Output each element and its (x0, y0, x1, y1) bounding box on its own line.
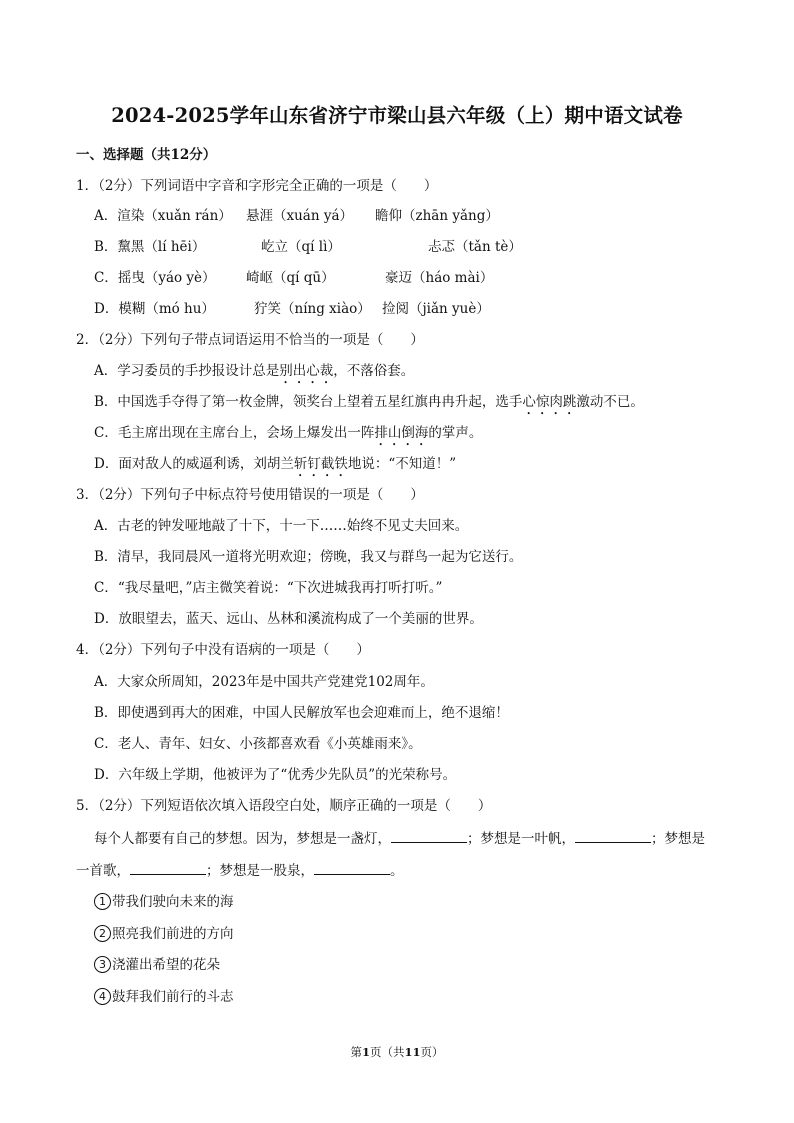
page-footer (0, 1044, 794, 1060)
footer-text: 第 (350, 1045, 362, 1059)
circled-number: 4 (94, 988, 111, 1005)
question-3-option-d: D．放眼望去，蓝天、远山、丛林和溪流构成了一个美丽的世界。 (94, 611, 483, 627)
question-2-option-d (94, 454, 456, 480)
passage-text: 一首歌， (76, 863, 130, 879)
question-1-stem: 1．（2分）下列词语中字音和字形完全正确的一项是（ ） (76, 178, 438, 194)
answer-blank-4[interactable] (314, 860, 390, 875)
option-d-word-3: 捡阅（jiǎn yuè） (382, 301, 490, 317)
question-4-option-a: A．大家众所周知，2023年是中国共产党建党102周年。 (94, 674, 434, 690)
option-c-word-3: 豪迈（háo mài） (385, 270, 494, 286)
phrase-text: 鼓拜我们前行的斗志 (112, 989, 234, 1005)
option-c-word-2: 崎岖（qí qū） (246, 270, 335, 286)
question-5-stem: 5．（2分）下列短语依次填入语段空白处，顺序正确的一项是（ ） (76, 798, 492, 814)
option-c-text-end: 的掌声。 (428, 425, 483, 441)
option-b-word-3: 忐忑（tǎn tè） (428, 239, 522, 255)
answer-blank-2[interactable] (575, 828, 651, 843)
option-c-word-1: C．摇曳（yáo yè） (94, 270, 216, 286)
phrase-option-4 (94, 987, 234, 1007)
phrase-option-1 (94, 892, 234, 912)
question-2-stem: 2．（2分）下列句子带点词语运用不恰当的一项是（ ） (76, 332, 424, 348)
question-2-option-b (94, 392, 644, 418)
option-a-text-end: ，不落俗套。 (333, 363, 415, 379)
footer-text: 页） (420, 1045, 444, 1059)
answer-blank-1[interactable] (391, 828, 467, 843)
passage-text: ；梦想是 (651, 831, 705, 847)
dotted-word: 斩钉截铁 (293, 456, 348, 472)
option-b-text-end: 激动不已。 (576, 394, 644, 410)
passage-text: 。 (390, 863, 404, 879)
option-b-text: B．中国选手夺得了第一枚金牌，领奖台上望着五星红旗冉冉升起，选手 (94, 394, 523, 410)
answer-blank-3[interactable] (130, 860, 206, 875)
option-a-text: A．学习委员的手抄报设计总是 (94, 363, 280, 379)
page-number: 1 (361, 1045, 370, 1059)
section-heading: 一、选择题（共12分） (76, 147, 217, 163)
page-title: 2024-2025学年山东省济宁市梁山县六年级（上）期中语文试卷 (111, 104, 683, 127)
question-4-stem: 4．（2分）下列句子中没有语病的一项是（ ） (76, 642, 370, 658)
dotted-word: 别出心裁 (279, 363, 334, 379)
option-b-word-1: B．黧黑（lí hēi） (94, 239, 206, 255)
circled-number: 3 (94, 956, 111, 973)
footer-text: 页（共 (370, 1045, 405, 1059)
option-b-word-2: 屹立（qí lì） (261, 239, 341, 255)
option-d-word-1: D．模糊（mó hu） (94, 301, 215, 317)
question-2-option-a (94, 361, 414, 387)
question-5-passage-line-1 (94, 828, 705, 849)
option-d-text: D．面对敌人的威逼利诱，刘胡兰 (94, 456, 294, 472)
phrase-option-2 (94, 924, 234, 944)
passage-text: 每个人都要有自己的梦想。因为，梦想是一盏灯， (94, 831, 391, 847)
question-4-option-b: B．即使遇到再大的困难，中国人民解放军也会迎难而上，绝不退缩！ (94, 705, 509, 721)
circled-number: 2 (94, 925, 111, 942)
passage-text: ；梦想是一叶帆， (467, 831, 575, 847)
dotted-word: 排山倒海 (374, 425, 429, 441)
question-4-option-c: C．老人、青年、妇女、小孩都喜欢看《小英雄雨来》。 (94, 736, 422, 752)
phrase-text: 带我们驶向未来的海 (112, 894, 234, 910)
question-3-stem: 3．（2分）下列句子中标点符号使用错误的一项是（ ） (76, 487, 424, 503)
question-5-passage-line-2 (76, 860, 404, 881)
option-a-word-3: 瞻仰（zhān yǎng） (375, 208, 499, 224)
circled-number: 1 (94, 893, 111, 910)
option-c-text: C．毛主席出现在主席台上，会场上爆发出一阵 (94, 425, 375, 441)
passage-text: ；梦想是一股泉， (206, 863, 314, 879)
question-3-option-a: A．古老的钟发哑地敲了十下，十一下……始终不见丈夫回来。 (94, 518, 469, 534)
question-3-option-b: B．清早，我同晨风一道将光明欢迎；傍晚，我又与群鸟一起为它送行。 (94, 549, 523, 565)
option-d-text-end: 地说：“不知道！” (347, 456, 457, 472)
dotted-word: 心惊肉跳 (522, 394, 577, 410)
option-a-word-1: A．渲染（xuǎn rán） (94, 208, 232, 224)
phrase-text: 照亮我们前进的方向 (112, 926, 234, 942)
option-d-word-2: 狞笑（níng xiào） (254, 301, 371, 317)
phrase-text: 浇灌出希望的花朵 (112, 957, 220, 973)
question-2-option-c (94, 423, 482, 449)
question-4-option-d: D．六年级上学期，他被评为了“优秀少先队员”的光荣称号。 (94, 767, 457, 783)
question-3-option-c: C．“我尽量吧，”店主微笑着说：“下次进城我再打听打听。” (94, 580, 443, 596)
option-a-word-2: 悬涯（xuán yá） (246, 208, 354, 224)
phrase-option-3 (94, 955, 220, 975)
total-pages: 11 (404, 1045, 421, 1059)
